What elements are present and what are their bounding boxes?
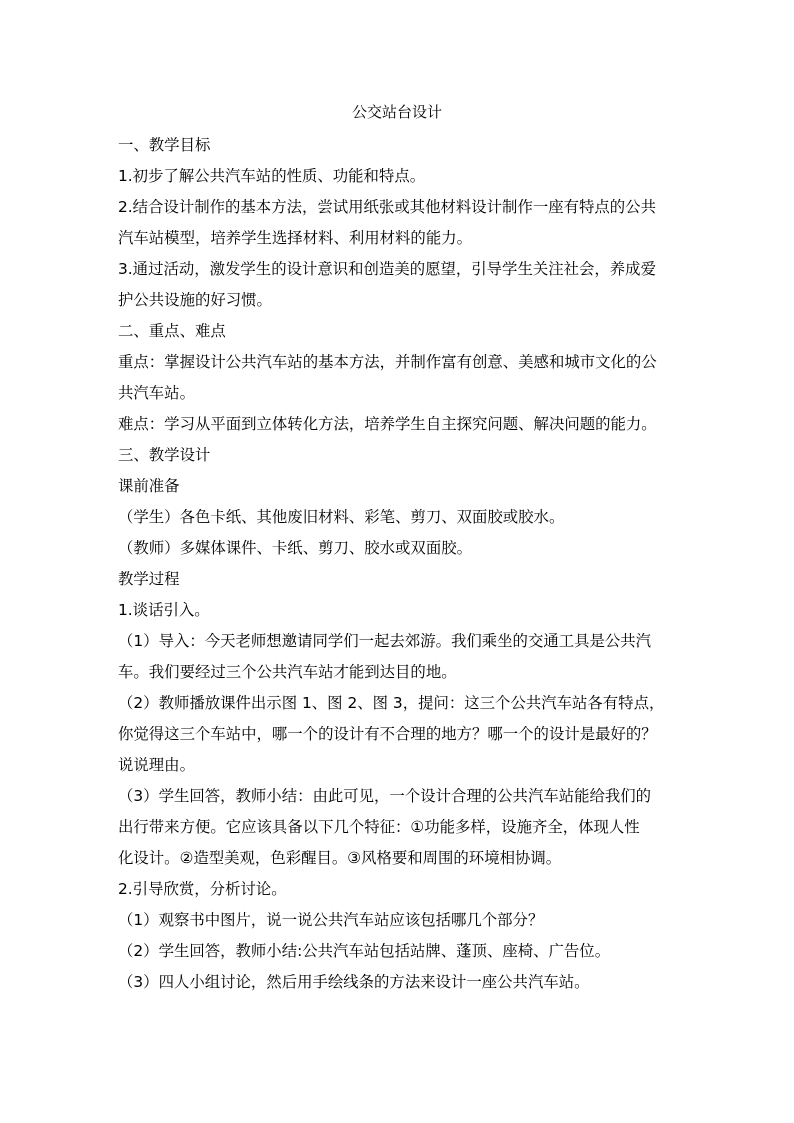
paragraph-line: 2.结合设计制作的基本方法，尝试用纸张或其他材料设计制作一座有特点的公共 [118,198,656,216]
document-body [118,130,686,998]
subheading-preparation: 课前准备 [118,477,180,495]
section-heading-key-points: 二、重点、难点 [118,322,226,340]
paragraph-line: （1）观察书中图片，说一说公共汽车站应该包括哪几个部分？ [118,911,544,929]
paragraph-line: （教师）多媒体课件、卡纸、剪刀、胶水或双面胶。 [118,539,472,557]
subheading-process: 教学过程 [118,570,180,588]
paragraph-line: （3）学生回答，教师小结：由此可见，一个设计合理的公共汽车站能给我们的 [118,787,652,805]
paragraph-line: 难点：学习从平面到立体转化方法，培养学生自主探究问题、解决问题的能力。 [118,415,657,433]
paragraph-line: 说说理由。 [118,756,195,774]
paragraph-line: 2.引导欣赏，分析讨论。 [118,880,287,898]
paragraph-line: 3.通过活动，激发学生的设计意识和创造美的愿望，引导学生关注社会，养成爱 [118,260,656,278]
paragraph-line: 你觉得这三个车站中，哪一个的设计有不合理的地方？哪一个的设计是最好的？ [118,725,657,743]
paragraph-line: （学生）各色卡纸、其他废旧材料、彩笔、剪刀、双面胶或胶水。 [118,508,565,526]
paragraph-line: 出行带来方便。它应该具备以下几个特征：①功能多样，设施齐全，体现人性 [118,818,640,836]
paragraph-line: 1.初步了解公共汽车站的性质、功能和特点。 [118,167,426,185]
paragraph-line: 化设计。②造型美观，色彩醒目。③风格要和周围的环境相协调。 [118,849,562,867]
paragraph-line: 汽车站模型，培养学生选择材料、利用材料的能力。 [118,229,472,247]
paragraph-line: 共汽车站。 [118,384,195,402]
paragraph-line: （2）教师播放课件出示图 1、图 2、图 3，提问：这三个公共汽车站各有特点， [118,694,665,712]
document-title: 公交站台设计 [351,103,442,121]
section-heading-design: 三、教学设计 [118,446,211,464]
paragraph-line: 1.谈话引入。 [118,601,210,619]
section-heading-goals: 一、教学目标 [118,136,211,154]
paragraph-line: 车。我们要经过三个公共汽车站才能到达目的地。 [118,663,457,681]
paragraph-line: 护公共设施的好习惯。 [118,291,272,309]
paragraph-line: （1）导入：今天老师想邀请同学们一起去郊游。我们乘坐的交通工具是公共汽 [118,632,652,650]
paragraph-line: （2）学生回答，教师小结:公共汽车站包括站牌、蓬顶、座椅、广告位。 [118,942,611,960]
paragraph-line: 重点：掌握设计公共汽车站的基本方法，并制作富有创意、美感和城市文化的公 [118,353,657,371]
paragraph-line: （3）四人小组讨论，然后用手绘线条的方法来设计一座公共汽车站。 [118,973,590,991]
